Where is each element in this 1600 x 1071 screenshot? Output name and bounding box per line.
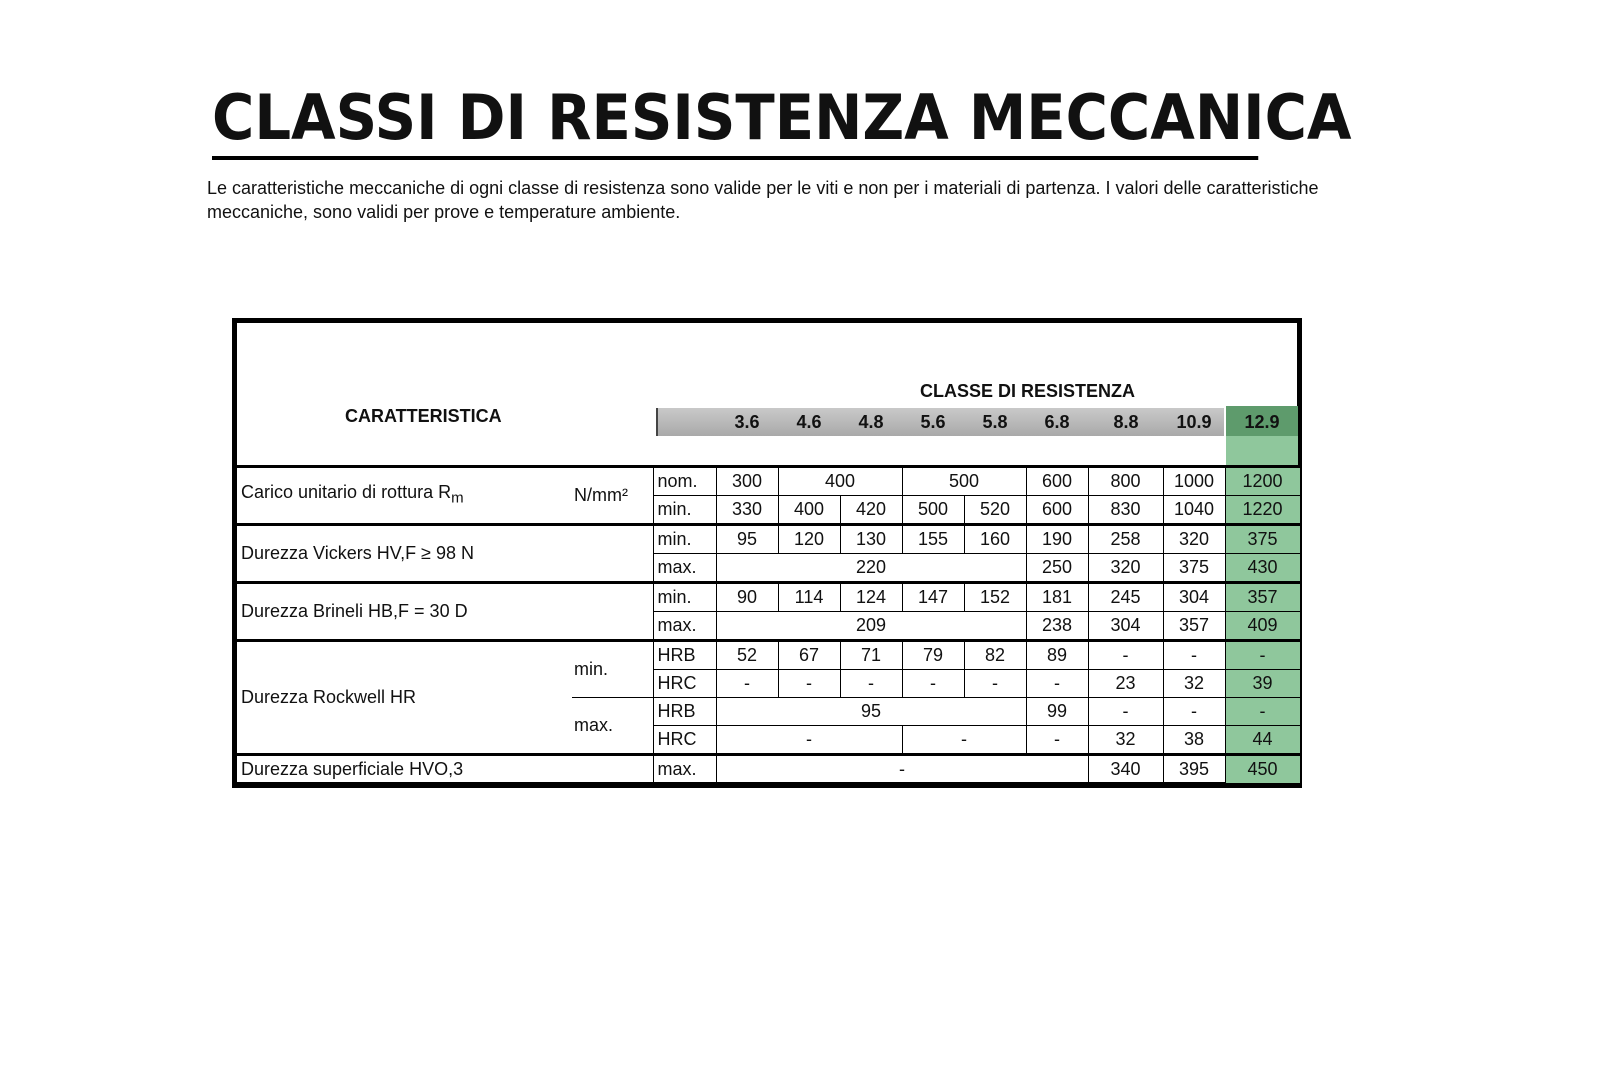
table-cell: - <box>716 755 1088 784</box>
table-cell: 90 <box>716 583 778 612</box>
table-cell: 52 <box>716 641 778 670</box>
row-unit <box>572 755 653 784</box>
intro-paragraph: Le caratteristiche meccaniche di ogni classe di resistenza sono valide per le viti e non per i materiali di partenza. I valori delle caratteristiche meccaniche, sono validi per prove e temperature ambiente. <box>207 178 1319 222</box>
table-cell: 39 <box>1225 670 1300 698</box>
table-cell: - <box>1163 641 1225 670</box>
table-cell: 79 <box>902 641 964 670</box>
row-unit <box>572 525 653 583</box>
table-row <box>237 641 1300 670</box>
table-row <box>237 755 1300 784</box>
class-label-4-6: 4.6 <box>796 412 822 432</box>
table-cell: - <box>1088 698 1163 726</box>
table-cell: 250 <box>1026 554 1088 583</box>
header-characteristic: CARATTERISTICA <box>345 406 502 426</box>
table-cell: 400 <box>778 496 840 525</box>
row-sub-label: HRC <box>653 670 716 698</box>
table-row <box>237 583 1300 612</box>
table-cell: 357 <box>1225 583 1300 612</box>
table-cell: 130 <box>840 525 902 554</box>
table-cell: 520 <box>964 496 1026 525</box>
row-qualifier: max. <box>572 698 653 755</box>
table-cell: 357 <box>1163 612 1225 641</box>
row-label-text: Durezza Rockwell HR <box>241 687 417 707</box>
table-cell: 409 <box>1225 612 1300 641</box>
row-label-text: Durezza superficiale HVO,3 <box>241 759 464 779</box>
table-cell: 44 <box>1225 726 1300 755</box>
page-title: CLASSI DI RESISTENZA MECCANICA <box>212 80 1258 160</box>
table-cell: 304 <box>1088 612 1163 641</box>
table-cell: 209 <box>716 612 1026 641</box>
row-sub-label: max. <box>653 755 716 784</box>
table-cell: - <box>1026 670 1088 698</box>
row-sub-label: max. <box>653 554 716 583</box>
table-cell: 830 <box>1088 496 1163 525</box>
table-cell: 160 <box>964 525 1026 554</box>
table-cell: 500 <box>902 496 964 525</box>
row-label <box>237 525 572 583</box>
table-cell: - <box>964 670 1026 698</box>
row-unit: N/mm² <box>572 467 653 525</box>
table-cell: 430 <box>1225 554 1300 583</box>
table-cell: - <box>778 670 840 698</box>
table-cell: 32 <box>1163 670 1225 698</box>
row-sub-label: min. <box>653 525 716 554</box>
table-cell: 95 <box>716 525 778 554</box>
class-label-5-8: 5.8 <box>982 412 1008 432</box>
table-cell: - <box>1225 698 1300 726</box>
table-cell: 181 <box>1026 583 1088 612</box>
table-cell: 320 <box>1088 554 1163 583</box>
row-label-text: Carico unitario di rottura R <box>241 482 452 503</box>
table-cell: 1040 <box>1163 496 1225 525</box>
row-sub-label: HRB <box>653 698 716 726</box>
table-cell: - <box>902 670 964 698</box>
table-cell: 120 <box>778 525 840 554</box>
table-cell: 395 <box>1163 755 1225 784</box>
row-sub-label: HRB <box>653 641 716 670</box>
table-cell: 245 <box>1088 583 1163 612</box>
table-cell: 300 <box>716 467 778 496</box>
class-label-3-6: 3.6 <box>734 412 760 432</box>
class-label-12-9: 12.9 <box>1244 412 1280 432</box>
table-cell: 340 <box>1088 755 1163 784</box>
row-sub-label: min. <box>653 583 716 612</box>
class-label-8-8: 8.8 <box>1113 412 1139 432</box>
table-cell: 67 <box>778 641 840 670</box>
table-cell: - <box>716 726 902 755</box>
row-qualifier: min. <box>572 641 653 698</box>
class-label-4-8: 4.8 <box>858 412 884 432</box>
table-cell: 82 <box>964 641 1026 670</box>
table-cell: 155 <box>902 525 964 554</box>
row-sub-label: max. <box>653 612 716 641</box>
row-sub-label: min. <box>653 496 716 525</box>
table-cell: 600 <box>1026 467 1088 496</box>
table-cell: - <box>1026 726 1088 755</box>
table-cell: 600 <box>1026 496 1088 525</box>
table-cell: - <box>1163 698 1225 726</box>
resistance-table <box>237 465 1301 784</box>
table-cell: 238 <box>1026 612 1088 641</box>
class-label-6-8: 6.8 <box>1044 412 1070 432</box>
row-label <box>237 583 572 641</box>
table-cell: 258 <box>1088 525 1163 554</box>
table-cell: - <box>902 726 1026 755</box>
table-cell: 220 <box>716 554 1026 583</box>
table-row <box>237 467 1300 496</box>
header-classes: CLASSE DI RESISTENZA <box>920 381 1136 401</box>
table-cell: 1220 <box>1225 496 1300 525</box>
table-cell: 38 <box>1163 726 1225 755</box>
table-cell: 800 <box>1088 467 1163 496</box>
table-cell: 71 <box>840 641 902 670</box>
table-cell: 320 <box>1163 525 1225 554</box>
table-cell: 420 <box>840 496 902 525</box>
row-label-text: Durezza Vickers HV,F ≥ 98 N <box>241 543 474 563</box>
table-cell: 99 <box>1026 698 1088 726</box>
table-cell: 1200 <box>1225 467 1300 496</box>
table-cell: - <box>840 670 902 698</box>
table-row <box>237 525 1300 554</box>
table-cell: 23 <box>1088 670 1163 698</box>
table-cell: 450 <box>1225 755 1300 784</box>
row-label <box>237 467 572 525</box>
table-cell: 375 <box>1225 525 1300 554</box>
row-unit <box>572 583 653 641</box>
class-label-5-6: 5.6 <box>920 412 946 432</box>
table-cell: - <box>716 670 778 698</box>
table-cell: 95 <box>716 698 1026 726</box>
row-label-subscript: m <box>451 489 464 507</box>
table-cell: 152 <box>964 583 1026 612</box>
row-label-text: Durezza Brineli HB,F = 30 D <box>241 601 468 621</box>
row-label <box>237 641 572 755</box>
table-cell: 375 <box>1163 554 1225 583</box>
table-cell: 114 <box>778 583 840 612</box>
table-cell: - <box>1088 641 1163 670</box>
table-cell: - <box>1225 641 1300 670</box>
class-label-10-9: 10.9 <box>1176 412 1212 432</box>
table-cell: 500 <box>902 467 1026 496</box>
table-cell: 190 <box>1026 525 1088 554</box>
table-cell: 400 <box>778 467 902 496</box>
row-sub-label: HRC <box>653 726 716 755</box>
table-cell: 304 <box>1163 583 1225 612</box>
table-cell: 89 <box>1026 641 1088 670</box>
table-cell: 124 <box>840 583 902 612</box>
table-cell: 147 <box>902 583 964 612</box>
row-sub-label: nom. <box>653 467 716 496</box>
row-label <box>237 755 572 784</box>
table-cell: 330 <box>716 496 778 525</box>
table-cell: 1000 <box>1163 467 1225 496</box>
table-cell: 32 <box>1088 726 1163 755</box>
